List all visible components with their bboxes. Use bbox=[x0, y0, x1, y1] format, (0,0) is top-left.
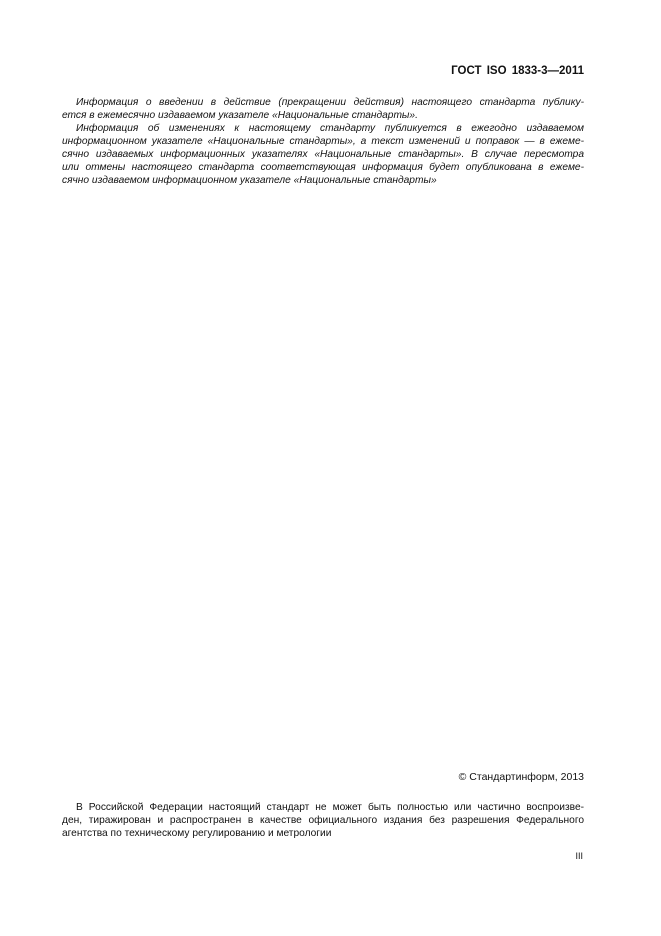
legal-line: агентства по техническому регулированию и метрологии bbox=[62, 828, 332, 839]
notice-line: информационном указателе «Национальные стандарты», а текст изменений и поправок — в ежеме- bbox=[62, 136, 584, 147]
notice-line: ется в ежемесячно издаваемом указателе «Национальные стандарты». bbox=[62, 110, 418, 121]
document-designation: ГОСТ ISO 1833-3—2011 bbox=[451, 65, 584, 77]
page-number: III bbox=[575, 851, 583, 861]
notice-line: сячно издаваемом информационном указателе «Национальные стандарты» bbox=[62, 175, 437, 186]
copyright: © Стандартинформ, 2013 bbox=[458, 771, 584, 783]
legal-notice bbox=[62, 801, 584, 840]
legal-line: В Российской Федерации настоящий стандарт не может быть полностью или частично воспроизве- bbox=[76, 802, 584, 813]
legal-line: ден, тиражирован и распространен в качестве официального издания без разрешения Федерального bbox=[62, 815, 584, 826]
notice-line: сячно издаваемых информационных указателях «Национальные стандарты». В случае пересмотра bbox=[62, 149, 584, 160]
notice-line: Информация о введении в действие (прекращении действия) настоящего стандарта публику- bbox=[76, 97, 584, 108]
notice-line: или отмены настоящего стандарта соответствующая информация будет опубликована в ежеме- bbox=[62, 162, 584, 173]
notice-line: Информация об изменениях к настоящему стандарту публикуется в ежегодно издаваемом bbox=[76, 123, 584, 134]
publication-notice bbox=[62, 96, 584, 187]
